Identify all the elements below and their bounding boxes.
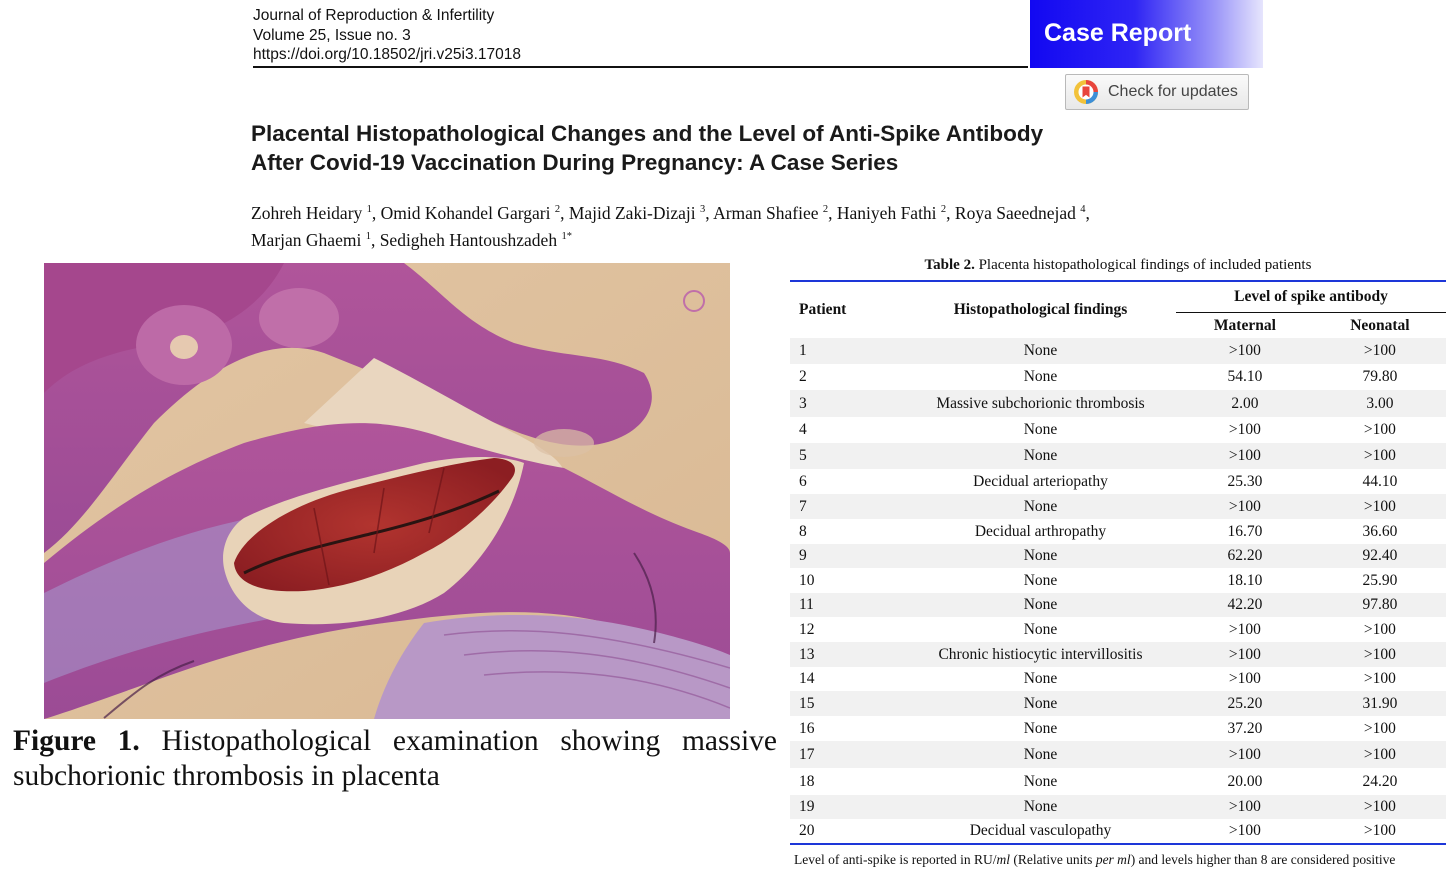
table-row: [790, 795, 1446, 819]
table-row: [790, 544, 1446, 568]
table-row: [790, 741, 1446, 768]
cell-neonatal: 97.80: [1314, 593, 1446, 617]
cell-neonatal: >100: [1363, 421, 1396, 438]
cell-findings: None: [1023, 571, 1058, 589]
cell-maternal: >100: [1228, 620, 1261, 638]
cell-maternal: 16.70: [1227, 522, 1263, 540]
cell-maternal: 62.20: [1176, 544, 1314, 568]
cell-neonatal: 25.90: [1362, 571, 1398, 589]
cell-neonatal: 79.80: [1362, 368, 1398, 385]
cell-neonatal: >100: [1314, 741, 1446, 768]
journal-name: Journal of Reproduction & Infertility: [253, 7, 495, 24]
cell-neonatal: >100: [1314, 338, 1446, 364]
cell-patient: 20: [799, 822, 815, 839]
footnote-per-ml: per ml: [1095, 852, 1131, 867]
table-row: [790, 390, 1446, 417]
author-name: Arman Shafiee: [713, 202, 819, 223]
table-caption: [790, 255, 1446, 275]
cell-findings: Massive subchorionic thrombosis: [905, 390, 1176, 417]
cell-patient: 18: [799, 772, 815, 790]
cell-patient: 16: [799, 719, 815, 737]
cell-findings: None: [1023, 368, 1058, 385]
cell-patient: 1: [790, 338, 905, 364]
table-label: Table 2.: [924, 257, 975, 273]
cell-maternal: 42.20: [1176, 593, 1314, 617]
cell-maternal: 2.00: [1176, 390, 1314, 417]
cell-findings: None: [905, 338, 1176, 364]
header-maternal: Maternal: [1213, 316, 1276, 334]
cell-findings: Decidual arthropathy: [974, 522, 1107, 540]
cell-patient: 5: [790, 443, 905, 469]
cell-patient: 13: [790, 642, 905, 667]
table-row: [790, 417, 1446, 443]
cell-findings: None: [905, 443, 1176, 469]
table-row: [790, 716, 1446, 741]
table-row: [790, 338, 1446, 364]
cell-findings: None: [905, 593, 1176, 617]
table-row: [790, 593, 1446, 617]
table-row: [790, 691, 1446, 716]
cell-findings: None: [1023, 620, 1058, 638]
cell-neonatal: >100: [1363, 620, 1396, 638]
cell-neonatal: 92.40: [1314, 544, 1446, 568]
cell-neonatal: >100: [1363, 670, 1396, 687]
author-affiliation: 2: [822, 204, 829, 215]
cell-patient: 14: [799, 670, 815, 687]
cell-patient: 4: [799, 421, 807, 438]
findings-table: [790, 280, 1446, 845]
author-affiliation: 2: [940, 204, 947, 215]
cell-findings: Decidual vasculopathy: [969, 822, 1112, 839]
cell-findings: Decidual arteriopathy: [973, 472, 1108, 490]
author-name: Roya Saeednejad: [954, 202, 1076, 223]
cell-findings: Chronic histiocytic intervillositis: [905, 642, 1176, 667]
table-row: [790, 364, 1446, 390]
cell-neonatal: >100: [1314, 443, 1446, 469]
author-affiliation: 1: [366, 204, 372, 215]
volume-issue: Volume 25, Issue no. 3: [253, 26, 411, 44]
article-title-line-2: After Covid-19 Vaccination During Pregnancy: A Case Series: [251, 150, 899, 175]
cell-maternal: >100: [1176, 443, 1314, 469]
header-rule: [253, 66, 1028, 68]
cell-neonatal: 24.20: [1362, 772, 1398, 790]
article-type-badge: Case Report: [1030, 0, 1263, 68]
placenta-histology-image: [44, 263, 730, 719]
footnote-text-a: Level of anti-spike is reported in RU/: [794, 852, 997, 867]
author-list: Zohreh Heidary $^1$, Omid Kohandel Gargari $^2$, Majid Zaki-Dizaji $^3$, Arman Shafiee $^2$, Haniyeh Fathi $^2$, Roya Saeednejad $^4$, Marjan Ghaemi $^1$, Sedigheh Hantoushzadeh $^{1*}$: [251, 202, 1090, 250]
author-name: Majid Zaki-Dizaji: [568, 202, 696, 223]
table-footnote: [794, 851, 1454, 869]
check-for-updates-label: Check for updates: [1108, 83, 1238, 100]
cell-maternal: 37.20: [1227, 719, 1263, 737]
cell-findings: None: [905, 691, 1176, 716]
cell-neonatal: >100: [1314, 494, 1446, 519]
check-for-updates-button[interactable]: [1065, 74, 1249, 110]
cell-neonatal: 3.00: [1314, 390, 1446, 417]
cell-maternal: >100: [1176, 642, 1314, 667]
doi-link[interactable]: https://doi.org/10.18502/jri.v25i3.17018: [253, 46, 521, 63]
cell-maternal: >100: [1176, 494, 1314, 519]
cell-findings: None: [1023, 772, 1058, 790]
findings-table-container: [790, 280, 1446, 845]
cell-patient: 12: [799, 620, 815, 638]
cell-patient: 15: [790, 691, 905, 716]
cell-maternal: 20.00: [1227, 772, 1263, 790]
cell-neonatal: 36.60: [1362, 522, 1398, 540]
table-row: [790, 519, 1446, 544]
check-for-updates-icon: [1073, 79, 1099, 105]
table-row: [790, 568, 1446, 593]
cell-patient: 8: [799, 522, 807, 540]
cell-findings: None: [905, 741, 1176, 768]
cell-patient: 7: [790, 494, 905, 519]
author-affiliation: 3: [700, 204, 706, 215]
footnote-text-b: (Relative units: [1009, 852, 1096, 867]
cell-maternal: 25.20: [1176, 691, 1314, 716]
figure-caption-text: Histopathological examination showing massive subchorionic thrombosis in placenta: [13, 725, 778, 792]
cell-maternal: 25.30: [1227, 472, 1263, 490]
header-spike-antibody: Level of spike antibody: [1176, 281, 1446, 313]
cell-patient: 17: [790, 741, 905, 768]
cell-neonatal: >100: [1314, 642, 1446, 667]
author-affiliation: 2: [554, 204, 561, 215]
cell-patient: 3: [790, 390, 905, 417]
cell-maternal: >100: [1228, 670, 1261, 687]
figure-label: Figure 1.: [13, 725, 140, 757]
cell-maternal: >100: [1176, 338, 1314, 364]
cell-maternal: >100: [1228, 421, 1261, 438]
cell-findings: None: [905, 795, 1176, 819]
cell-patient: 6: [799, 472, 807, 490]
header-patient: Patient: [799, 301, 847, 318]
cell-findings: None: [1023, 421, 1058, 438]
table-row: [790, 617, 1446, 642]
table-row: [790, 494, 1446, 519]
author-affiliation: 1*: [561, 230, 572, 242]
author-affiliation: 4: [1080, 204, 1086, 215]
table-row: [790, 768, 1446, 795]
cell-findings: None: [1023, 670, 1058, 687]
cell-patient: 10: [799, 571, 815, 589]
cell-neonatal: >100: [1363, 822, 1396, 839]
author-affiliation: 1: [365, 230, 371, 242]
cell-patient: 11: [790, 593, 905, 617]
table-row: [790, 667, 1446, 691]
cell-neonatal: 44.10: [1362, 472, 1398, 490]
journal-info: [253, 6, 1026, 65]
header-findings: Histopathological findings: [953, 301, 1128, 318]
author-name: Sedigheh Hantoushzadeh: [379, 229, 558, 250]
table-body: [790, 338, 1446, 844]
author-name: Omid Kohandel Gargari: [380, 202, 551, 223]
article-title: [251, 119, 1191, 177]
cell-maternal: >100: [1176, 741, 1314, 768]
cell-neonatal: >100: [1363, 719, 1396, 737]
author-name: Zohreh Heidary: [251, 202, 363, 223]
cell-findings: None: [905, 544, 1176, 568]
cell-findings: None: [905, 494, 1176, 519]
footnote-text-c: ) and levels higher than 8 are considered positive: [1130, 852, 1396, 867]
cell-maternal: 18.10: [1227, 571, 1263, 589]
cell-patient: 19: [790, 795, 905, 819]
table-row: [790, 642, 1446, 667]
header-neonatal: Neonatal: [1350, 316, 1410, 334]
cell-neonatal: >100: [1314, 795, 1446, 819]
cell-maternal: 54.10: [1227, 368, 1263, 385]
figure-caption: [13, 724, 777, 794]
table-row: [790, 819, 1446, 844]
table-row: [790, 469, 1446, 494]
cell-findings: None: [1023, 719, 1058, 737]
table-row: [790, 443, 1446, 469]
footnote-unit: ml: [996, 852, 1010, 867]
article-title-line-1: Placental Histopathological Changes and the Level of Anti-Spike Antibody: [251, 121, 1044, 146]
author-name: Haniyeh Fathi: [836, 202, 937, 223]
table-caption-text: Placenta histopathological findings of included patients: [978, 257, 1312, 273]
cell-patient: 2: [799, 368, 807, 385]
cell-patient: 9: [790, 544, 905, 568]
cell-neonatal: 31.90: [1314, 691, 1446, 716]
author-name: Marjan Ghaemi: [251, 229, 362, 250]
cell-maternal: >100: [1228, 822, 1261, 839]
cell-maternal: >100: [1176, 795, 1314, 819]
